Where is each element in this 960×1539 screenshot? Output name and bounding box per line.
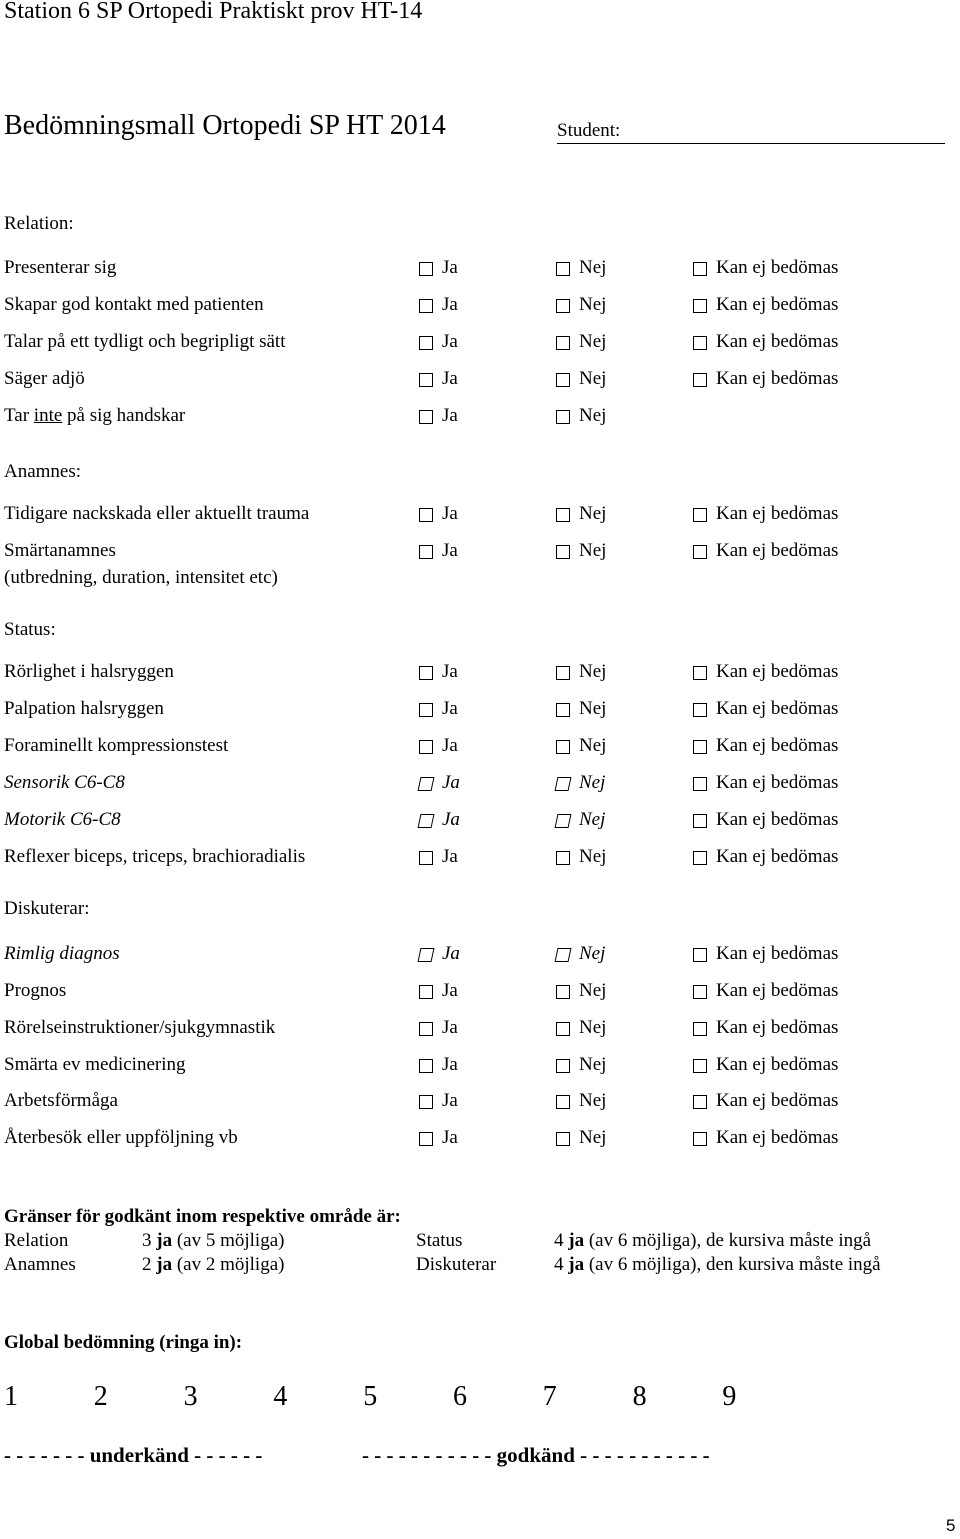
option-label: Kan ej bedömas xyxy=(716,846,839,867)
criteria-text: 4 xyxy=(554,1254,564,1275)
checklist-row xyxy=(0,1090,960,1116)
checkbox[interactable] xyxy=(418,948,435,962)
checkbox[interactable] xyxy=(556,336,570,350)
checkbox[interactable] xyxy=(419,336,433,350)
criteria-text: ja xyxy=(568,1230,585,1251)
checklist-row xyxy=(0,846,960,872)
checkbox[interactable] xyxy=(419,1132,433,1146)
item-label: Talar på ett tydligt och begripligt sätt xyxy=(4,331,286,352)
option-label: Nej xyxy=(579,943,606,964)
page-number: 5 xyxy=(946,1516,956,1535)
option-label: Kan ej bedömas xyxy=(716,772,839,793)
option-kan[interactable] xyxy=(693,980,838,1002)
criteria-limit xyxy=(554,1230,871,1252)
option-label: Nej xyxy=(579,368,607,389)
option-ja[interactable] xyxy=(419,1090,458,1112)
option-kan[interactable] xyxy=(693,1017,838,1039)
option-nej[interactable] xyxy=(556,698,606,720)
option-kan[interactable] xyxy=(693,257,838,279)
option-label: Ja xyxy=(442,1090,458,1111)
criteria-text: ja xyxy=(568,1254,585,1275)
option-nej[interactable] xyxy=(556,1017,606,1039)
fail-range-label: - - - - - - - underkänd - - - - - - xyxy=(4,1443,263,1467)
checklist-row xyxy=(0,503,960,529)
option-nej[interactable] xyxy=(556,1090,606,1112)
criteria-limit xyxy=(142,1230,284,1252)
option-ja[interactable] xyxy=(419,698,458,720)
checklist-row xyxy=(0,405,960,431)
section-title: Status: xyxy=(4,619,56,640)
option-label: Ja xyxy=(442,1017,458,1038)
option-ja[interactable] xyxy=(419,368,458,390)
criteria-area xyxy=(416,1254,496,1276)
option-kan[interactable] xyxy=(693,368,838,390)
item-label: Sensorik C6-C8 xyxy=(4,772,125,793)
checkbox[interactable] xyxy=(419,410,433,424)
checklist-row xyxy=(0,368,960,394)
option-label: Ja xyxy=(442,257,458,278)
checkbox[interactable] xyxy=(419,1059,433,1073)
option-kan[interactable] xyxy=(693,661,838,683)
item-label: Foraminellt kompressionstest xyxy=(4,735,229,756)
criteria-text: (av 6 möjliga), den kursiva måste ingå xyxy=(588,1254,881,1275)
checkbox[interactable] xyxy=(693,740,707,754)
checklist-row xyxy=(0,257,960,283)
item-label: Tidigare nackskada eller aktuellt trauma xyxy=(4,503,310,524)
option-label: Nej xyxy=(579,405,607,426)
option-label: Kan ej bedömas xyxy=(716,540,839,561)
option-label: Kan ej bedömas xyxy=(716,331,839,352)
checkbox[interactable] xyxy=(556,851,570,865)
page-title: Station 6 SP Ortopedi Praktiskt prov HT-14 xyxy=(4,0,423,24)
option-kan[interactable] xyxy=(693,294,838,316)
checkbox[interactable] xyxy=(419,740,433,754)
option-label: Kan ej bedömas xyxy=(716,294,839,315)
option-kan[interactable] xyxy=(693,943,838,965)
checkbox[interactable] xyxy=(693,1022,707,1036)
checkbox[interactable] xyxy=(693,985,707,999)
checkbox[interactable] xyxy=(693,777,707,791)
option-nej[interactable] xyxy=(556,540,606,562)
checkbox[interactable] xyxy=(693,299,707,313)
checkbox[interactable] xyxy=(693,508,707,522)
option-label: Kan ej bedömas xyxy=(716,368,839,389)
option-label: Ja xyxy=(442,735,458,756)
option-label: Ja xyxy=(442,698,458,719)
option-kan[interactable] xyxy=(693,1127,838,1149)
checkbox[interactable] xyxy=(693,373,707,387)
checkbox[interactable] xyxy=(419,545,433,559)
checkbox[interactable] xyxy=(555,948,572,962)
checkbox[interactable] xyxy=(556,545,570,559)
option-label: Kan ej bedömas xyxy=(716,1054,839,1075)
checkbox[interactable] xyxy=(556,262,570,276)
option-nej[interactable] xyxy=(556,331,606,353)
option-ja[interactable] xyxy=(419,331,458,353)
criteria-text: Anamnes xyxy=(4,1254,76,1275)
option-label: Kan ej bedömas xyxy=(716,943,839,964)
checkbox[interactable] xyxy=(555,814,572,828)
option-label: Nej xyxy=(579,1090,607,1111)
form-title: Bedömningsmall Ortopedi SP HT 2014 xyxy=(4,110,446,141)
item-label: Rörlighet i halsryggen xyxy=(4,661,174,682)
checkbox[interactable] xyxy=(693,666,707,680)
checklist-row xyxy=(0,661,960,687)
checklist-row xyxy=(0,1017,960,1043)
checklist-row xyxy=(0,698,960,724)
scale-number[interactable]: 6 xyxy=(453,1381,467,1412)
option-kan[interactable] xyxy=(693,1054,838,1076)
checkbox[interactable] xyxy=(418,814,435,828)
option-ja[interactable] xyxy=(419,661,458,683)
option-label: Nej xyxy=(579,735,607,756)
checklist-row xyxy=(0,772,960,798)
checkbox[interactable] xyxy=(556,1132,570,1146)
item-label-part: inte xyxy=(33,405,63,426)
checklist-row xyxy=(0,331,960,357)
student-name-line[interactable] xyxy=(557,143,945,144)
option-ja[interactable] xyxy=(419,809,460,831)
checklist-row xyxy=(0,980,960,1006)
option-ja[interactable] xyxy=(419,1017,458,1039)
item-label xyxy=(4,405,185,427)
section-title: Diskuterar: xyxy=(4,898,90,919)
item-sublabel: (utbredning, duration, intensitet etc) xyxy=(4,567,278,588)
option-ja[interactable] xyxy=(419,540,458,562)
option-nej[interactable] xyxy=(556,294,606,316)
criteria-text: 3 xyxy=(142,1230,152,1251)
option-label: Kan ej bedömas xyxy=(716,1017,839,1038)
criteria-text: (av 5 möjliga) xyxy=(176,1230,285,1251)
checklist-row xyxy=(0,809,960,835)
option-label: Nej xyxy=(579,698,607,719)
criteria-area xyxy=(4,1254,76,1276)
criteria-text: 4 xyxy=(554,1230,564,1251)
option-ja[interactable] xyxy=(419,405,458,427)
criteria-text: Status xyxy=(416,1230,463,1251)
criteria-title: Gränser för godkänt inom respektive område är: xyxy=(4,1206,401,1227)
checkbox[interactable] xyxy=(693,336,707,350)
global-title: Global bedömning (ringa in): xyxy=(4,1332,243,1353)
checkbox[interactable] xyxy=(419,1022,433,1036)
checklist-row xyxy=(0,1127,960,1153)
option-ja[interactable] xyxy=(419,1054,458,1076)
scale-number[interactable]: 8 xyxy=(632,1381,647,1412)
checkbox[interactable] xyxy=(419,985,433,999)
item-label: Återbesök eller uppföljning vb xyxy=(4,1127,238,1148)
option-nej[interactable] xyxy=(556,772,605,794)
option-label: Nej xyxy=(579,540,607,561)
option-kan[interactable] xyxy=(693,1090,838,1112)
item-label: Prognos xyxy=(4,980,67,1001)
option-label: Nej xyxy=(579,331,607,352)
checkbox[interactable] xyxy=(693,262,707,276)
option-label: Ja xyxy=(442,540,458,561)
scale-number[interactable]: 9 xyxy=(722,1381,737,1412)
criteria-text: Relation xyxy=(4,1230,69,1251)
section-title: Relation: xyxy=(4,213,74,234)
option-kan[interactable] xyxy=(693,698,838,720)
checklist-row xyxy=(0,943,960,969)
option-nej[interactable] xyxy=(556,405,606,427)
item-label: Rörelseinstruktioner/sjukgymnastik xyxy=(4,1017,276,1038)
option-label: Nej xyxy=(579,294,607,315)
option-label: Nej xyxy=(579,1054,607,1075)
checkbox[interactable] xyxy=(693,545,707,559)
checkbox[interactable] xyxy=(419,1095,433,1109)
option-label: Ja xyxy=(442,405,458,426)
checkbox[interactable] xyxy=(556,1095,570,1109)
checkbox[interactable] xyxy=(556,985,570,999)
criteria-limit xyxy=(142,1254,284,1276)
option-nej[interactable] xyxy=(556,846,606,868)
item-label: Palpation halsryggen xyxy=(4,698,164,719)
option-label: Nej xyxy=(579,503,607,524)
checkbox[interactable] xyxy=(693,1095,707,1109)
option-ja[interactable] xyxy=(419,503,458,525)
option-label: Ja xyxy=(442,943,460,964)
option-label: Nej xyxy=(579,980,607,1001)
checkbox[interactable] xyxy=(555,777,572,791)
option-ja[interactable] xyxy=(419,257,458,279)
option-kan[interactable] xyxy=(693,846,838,868)
checkbox[interactable] xyxy=(419,508,433,522)
option-ja[interactable] xyxy=(419,980,458,1002)
scale-number[interactable]: 2 xyxy=(93,1381,108,1412)
option-label: Kan ej bedömas xyxy=(716,257,839,278)
option-ja[interactable] xyxy=(419,1127,458,1149)
option-ja[interactable] xyxy=(419,735,458,757)
option-label: Nej xyxy=(579,846,607,867)
option-label: Kan ej bedömas xyxy=(716,661,839,682)
option-label: Nej xyxy=(579,1127,607,1148)
option-label: Kan ej bedömas xyxy=(716,503,839,524)
student-label: Student: xyxy=(557,120,621,141)
checkbox[interactable] xyxy=(418,777,435,791)
option-ja[interactable] xyxy=(419,294,458,316)
option-label: Ja xyxy=(442,846,458,867)
option-label: Kan ej bedömas xyxy=(716,809,839,830)
option-label: Ja xyxy=(442,809,460,830)
option-nej[interactable] xyxy=(556,735,606,757)
checkbox[interactable] xyxy=(693,1132,707,1146)
option-label: Ja xyxy=(442,503,458,524)
option-ja[interactable] xyxy=(419,772,460,794)
option-label: Nej xyxy=(579,257,607,278)
checkbox[interactable] xyxy=(693,703,707,717)
checkbox[interactable] xyxy=(556,1059,570,1073)
pass-range-label: - - - - - - - - - - - godkänd - - - - - - - - - - - xyxy=(362,1443,710,1467)
option-nej[interactable] xyxy=(556,943,605,965)
option-label: Kan ej bedömas xyxy=(716,1127,839,1148)
option-label: Kan ej bedömas xyxy=(716,1090,839,1111)
checkbox[interactable] xyxy=(419,666,433,680)
item-label-part: Tar xyxy=(4,405,34,426)
option-nej[interactable] xyxy=(556,368,606,390)
option-label: Ja xyxy=(442,1054,458,1075)
option-nej[interactable] xyxy=(556,1127,606,1149)
option-kan[interactable] xyxy=(693,809,838,831)
checkbox[interactable] xyxy=(556,508,570,522)
option-nej[interactable] xyxy=(556,809,605,831)
checkbox[interactable] xyxy=(419,851,433,865)
option-nej[interactable] xyxy=(556,503,606,525)
option-label: Nej xyxy=(579,1017,607,1038)
item-label: Reflexer biceps, triceps, brachioradialis xyxy=(4,846,306,867)
option-kan[interactable] xyxy=(693,772,838,794)
item-label-part: på sig handskar xyxy=(62,405,186,426)
checkbox[interactable] xyxy=(556,666,570,680)
scale-number[interactable]: 4 xyxy=(273,1381,288,1412)
scale-number[interactable]: 1 xyxy=(4,1381,18,1412)
option-nej[interactable] xyxy=(556,257,606,279)
checkbox[interactable] xyxy=(556,299,570,313)
criteria-text: 2 xyxy=(142,1254,152,1275)
criteria-area xyxy=(4,1230,68,1252)
item-label: Presenterar sig xyxy=(4,257,117,278)
checkbox[interactable] xyxy=(693,851,707,865)
checkbox[interactable] xyxy=(419,262,433,276)
option-ja[interactable] xyxy=(419,846,458,868)
checkbox[interactable] xyxy=(693,814,707,828)
checklist-row xyxy=(0,294,960,320)
criteria-area xyxy=(416,1230,462,1252)
scale-number[interactable]: 5 xyxy=(363,1381,378,1412)
checklist-row xyxy=(0,1054,960,1080)
scale-number[interactable]: 7 xyxy=(542,1381,557,1412)
checkbox[interactable] xyxy=(556,373,570,387)
item-label: Rimlig diagnos xyxy=(4,943,120,964)
checklist-row xyxy=(0,735,960,761)
checkbox[interactable] xyxy=(419,703,433,717)
option-nej[interactable] xyxy=(556,661,606,683)
checkbox[interactable] xyxy=(693,948,707,962)
checkbox[interactable] xyxy=(556,410,570,424)
scale-number[interactable]: 3 xyxy=(183,1381,198,1412)
option-label: Nej xyxy=(579,809,606,830)
item-label: Arbetsförmåga xyxy=(4,1090,118,1111)
checkbox[interactable] xyxy=(556,1022,570,1036)
option-kan[interactable] xyxy=(693,331,838,353)
checkbox[interactable] xyxy=(693,1059,707,1073)
option-kan[interactable] xyxy=(693,735,838,757)
checkbox[interactable] xyxy=(419,373,433,387)
option-ja[interactable] xyxy=(419,943,460,965)
item-label: Smärta ev medicinering xyxy=(4,1054,186,1075)
item-label: Säger adjö xyxy=(4,368,85,389)
option-label: Ja xyxy=(442,294,458,315)
option-label: Kan ej bedömas xyxy=(716,698,839,719)
criteria-text: ja xyxy=(156,1230,173,1251)
option-kan[interactable] xyxy=(693,503,838,525)
criteria-text: (av 2 möjliga) xyxy=(176,1254,285,1275)
checkbox[interactable] xyxy=(556,740,570,754)
checkbox[interactable] xyxy=(556,703,570,717)
option-label: Ja xyxy=(442,368,458,389)
option-label: Ja xyxy=(442,661,458,682)
option-label: Ja xyxy=(442,980,458,1001)
item-label: Smärtanamnes xyxy=(4,540,116,561)
option-label: Nej xyxy=(579,661,607,682)
option-label: Ja xyxy=(442,772,460,793)
criteria-text: Diskuterar xyxy=(416,1254,497,1275)
option-kan[interactable] xyxy=(693,540,838,562)
criteria-text: ja xyxy=(156,1254,173,1275)
item-label: Motorik C6-C8 xyxy=(4,809,121,830)
criteria-limit xyxy=(554,1254,881,1276)
criteria-text: (av 6 möjliga), de kursiva måste ingå xyxy=(588,1230,872,1251)
checklist-row xyxy=(0,540,960,588)
option-label: Nej xyxy=(579,772,606,793)
option-label: Ja xyxy=(442,331,458,352)
option-label: Ja xyxy=(442,1127,458,1148)
checkbox[interactable] xyxy=(419,299,433,313)
option-label: Kan ej bedömas xyxy=(716,735,839,756)
option-label: Kan ej bedömas xyxy=(716,980,839,1001)
item-label: Skapar god kontakt med patienten xyxy=(4,294,264,315)
option-nej[interactable] xyxy=(556,980,606,1002)
option-nej[interactable] xyxy=(556,1054,606,1076)
section-title: Anamnes: xyxy=(4,461,82,482)
